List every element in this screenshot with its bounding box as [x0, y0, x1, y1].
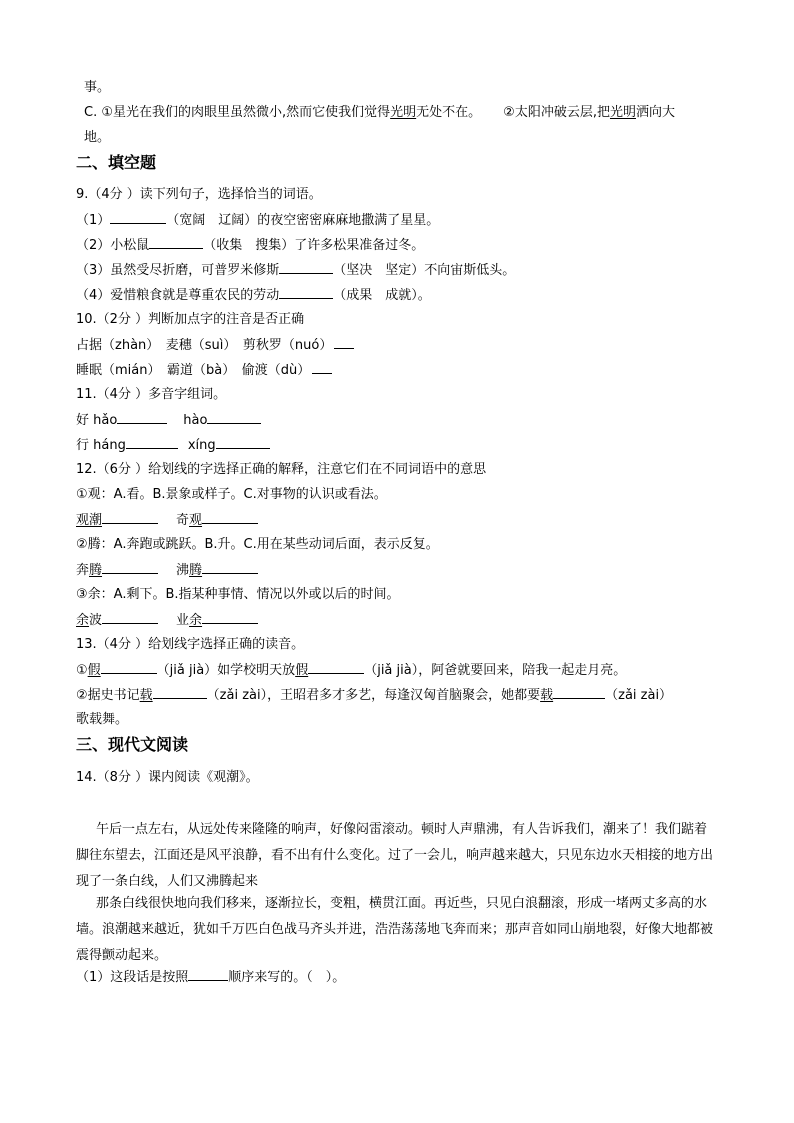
reading-passage-paragraph-1: 午后一点左右，从远处传来隆隆的响声，好像闷雷滚动。顿时人声鼎沸，有人告诉我们，潮来了！我们踮着脚往东望去，江面还是风平浪静，看不出有什么变化。过了一会儿，响声越来越大，只见东边水天相接的地方出现了一条白线，人们又沸腾起来 — [76, 822, 714, 889]
answer-blank[interactable] — [202, 611, 258, 624]
question-9-header: 9.（4分 ）读下列句子，选择恰当的词语。 — [76, 187, 322, 202]
answer-blank[interactable] — [188, 968, 228, 981]
reading-passage-paragraph-2: 那条白线很快地向我们移来，逐渐拉长，变粗，横贯江面。再近些，只见白浪翻滚，形成一堵两丈多高的水墙。浪潮越来越近，犹如千万匹白色战马齐头并进，浩浩荡荡地飞奔而来；那声音如同山崩地裂，好像大地都被震得颤动起来。 — [76, 896, 714, 963]
answer-blank[interactable] — [279, 261, 333, 274]
answer-blank[interactable] — [279, 286, 333, 299]
q12-definition-1: ①观：A.看。B.景象或样子。C.对事物的认识或看法。 — [76, 487, 387, 502]
q10-line-1: 占据（zhàn） 麦穗（suì） 剪秋罗（nuó） — [76, 336, 354, 355]
q10-line-2: 睡眠（mián） 霸道（bà） 偷渡（dù） — [76, 361, 332, 380]
question-11-header: 11.（4分 ）多音字组词。 — [76, 387, 227, 402]
answer-blank[interactable] — [102, 611, 158, 624]
answer-blank[interactable] — [308, 661, 364, 674]
q11-line-2: 行 háng xíng — [76, 436, 270, 455]
answer-blank[interactable] — [153, 686, 207, 699]
q12-words-2: 奔腾 沸腾 — [76, 561, 258, 580]
q13-line-2-continuation: 歌载舞。 — [76, 712, 129, 727]
option-continuation: 事。 — [84, 80, 111, 95]
option-c-continuation: 地。 — [84, 130, 111, 145]
q9-item-4: （4）爱惜粮食就是尊重农民的劳动 （成果 成就）。 — [76, 288, 431, 303]
answer-blank[interactable] — [126, 436, 178, 449]
q13-line-1: ①假 （jiǎ jià）如学校明天放假 （jiǎ jià），阿爸就要回来，陪我一起走月亮。 — [76, 663, 627, 678]
answer-blank[interactable] — [553, 686, 605, 699]
option-c: C. ①星光在我们的肉眼里虽然微小,然而它使我们觉得光明无处不在。 ②太阳冲破云层,把光明洒向大 — [84, 105, 675, 120]
question-12-header: 12.（6分 ）给划线的字选择正确的解释，注意它们在不同词语中的意思 — [76, 462, 487, 477]
answer-blank[interactable] — [110, 211, 166, 224]
underlined-word: 光明 — [390, 105, 417, 120]
answer-blank[interactable] — [102, 511, 158, 524]
answer-blank[interactable] — [149, 236, 203, 249]
q9-item-3: （3）虽然受尽折磨，可普罗米修斯 （坚决 坚定）不向宙斯低头。 — [76, 263, 516, 278]
q14-subquestion-1: （1）这段话是按照 顺序来写的。（ ）。 — [76, 970, 346, 985]
answer-blank[interactable] — [202, 561, 258, 574]
question-10-header: 10.（2分 ）判断加点字的注音是否正确 — [76, 312, 305, 327]
q13-line-2: ②据史书记载 （zǎi zài），王昭君多才多艺，每逢汉匈首脑聚会，她都要载 （zǎi zài） — [76, 688, 673, 703]
answer-blank[interactable] — [202, 511, 258, 524]
answer-blank[interactable] — [102, 561, 158, 574]
q9-item-2: （2）小松鼠 （收集 搜集）了许多松果准备过冬。 — [76, 238, 425, 253]
answer-blank[interactable] — [207, 411, 261, 424]
section-title-fill-blank: 二、填空题 — [76, 153, 157, 172]
underlined-word: 光明 — [609, 105, 636, 120]
q12-definition-2: ②腾：A.奔跑或跳跃。B.升。C.用在某些动词后面，表示反复。 — [76, 537, 439, 552]
answer-blank[interactable] — [334, 336, 354, 349]
question-13-header: 13.（4分 ）给划线字选择正确的读音。 — [76, 637, 305, 652]
q9-item-1: （1） （宽阔 辽阔）的夜空密密麻麻地撒满了星星。 — [76, 213, 440, 228]
answer-blank[interactable] — [101, 661, 157, 674]
answer-blank[interactable] — [216, 436, 270, 449]
q12-words-1: 观潮 奇观 — [76, 511, 258, 530]
q12-words-3: 余波 业余 — [76, 611, 258, 630]
question-14-header: 14.（8分 ）课内阅读《观潮》。 — [76, 770, 259, 785]
answer-blank[interactable] — [117, 411, 167, 424]
section-title-reading: 三、现代文阅读 — [76, 735, 189, 754]
answer-blank[interactable] — [312, 361, 332, 374]
q12-definition-3: ③余：A.剩下。B.指某种事情、情况以外或以后的时间。 — [76, 587, 400, 602]
q11-line-1: 好 hǎo hào — [76, 411, 261, 430]
